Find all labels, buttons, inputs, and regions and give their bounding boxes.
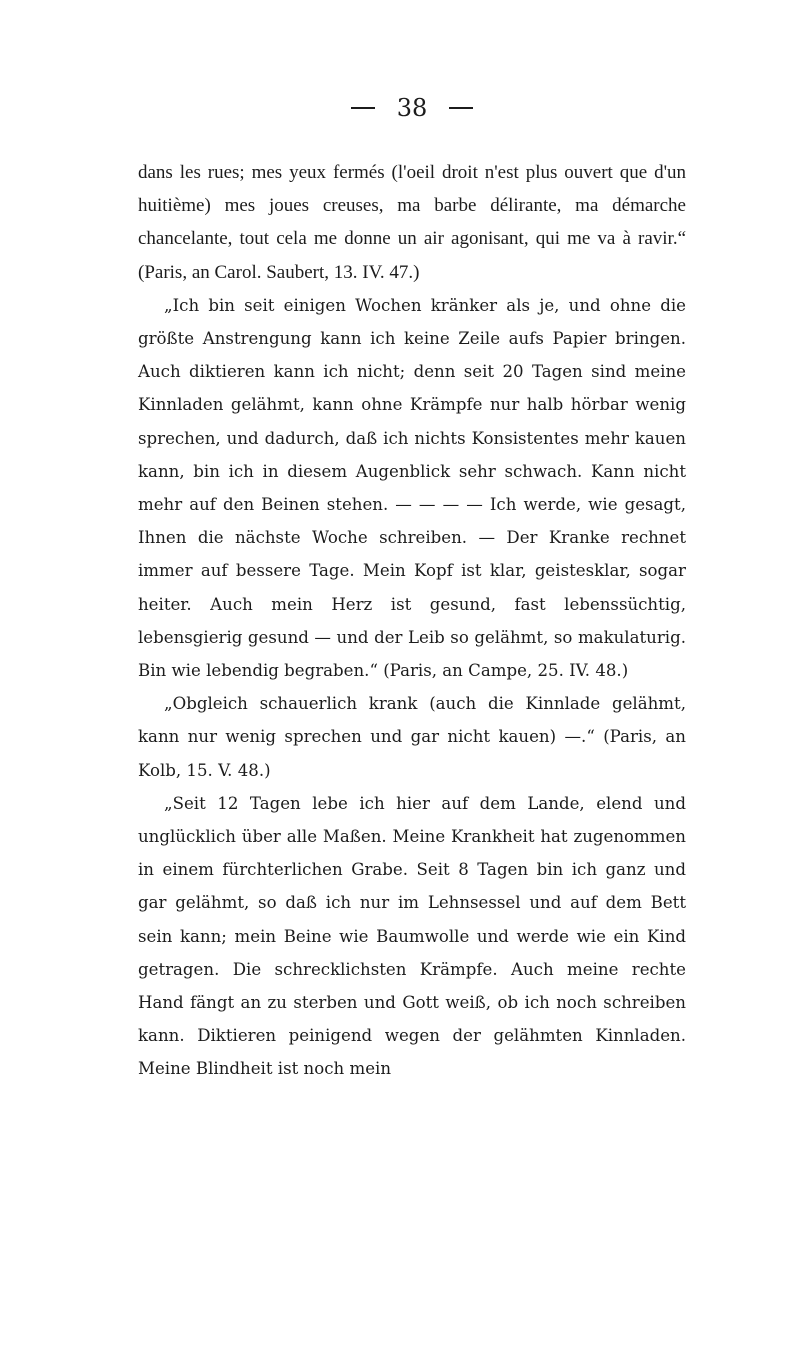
header-dash-right [449,107,473,109]
paragraph-letter-kolb: „Obgleich schauerlich krank (auch die Kinnlade gelähmt, kann nur wenig sprechen und gar nicht kauen) —.“ (Paris, an Kolb, 15. V. 48.) [138,694,686,780]
header-dash-left [351,107,375,109]
book-page [138,88,686,1086]
page-number: 38 [396,94,428,122]
paragraph-letter-countryside: „Seit 12 Tagen lebe ich hier auf dem Lande, elend und unglücklich über alle Maßen. Meine Krankheit hat zugenommen in einem fürchterlichen Grabe. Seit 8 Tagen bin ich ganz und gar gelähmt, so daß ich nur im Lehnsessel und auf dem Bett sein kann; mein Beine wie Baumwolle und werde wie ein Kind getragen. Die schrecklichsten Krämpfe. Auch meine rechte Hand fängt an zu sterben und Gott weiß, ob ich noch schreiben kann. Diktieren peinigend wegen der gelähmten Kinnladen. Meine Blindheit ist noch mein [138,793,686,1079]
paragraph-letter-campe: „Ich bin seit einigen Wochen kränker als je, und ohne die größte Anstrengung kann ich keine Zeile aufs Papier bringen. Auch diktieren kann ich nicht; denn seit 20 Tagen sind meine Kinnladen gelähmt, kann ohne Krämpfe nur halb hörbar wenig sprechen, und dadurch, daß ich nichts Konsistentes mehr kauen kann, bin ich in diesem Augenblick sehr schwach. Kann nicht mehr auf den Beinen stehen. — — — — Ich werde, wie gesagt, Ihnen die nächste Woche schreiben. — Der Kranke rechnet immer auf bessere Tage. Mein Kopf ist klar, geistesklar, sogar heiter. Auch mein Herz ist gesund, fast lebenssüchtig, lebensgierig gesund — und der Leib so gelähmt, so makulaturig. Bin wie lebendig begraben.“ (Paris, an Campe, 25. IV. 48.) [138,295,686,681]
paragraph-french-quote: dans les rues; mes yeux fermés (l'oeil droit n'est plus ouvert que d'un huitième) mes joues creuses, ma barbe délirante, ma démarche chancelante, tout cela me donne un air agonisant, qui me va à ravir.“ (Paris, an Carol. Saubert, 13. IV. 47.) [138,162,686,283]
page-header [138,88,686,128]
